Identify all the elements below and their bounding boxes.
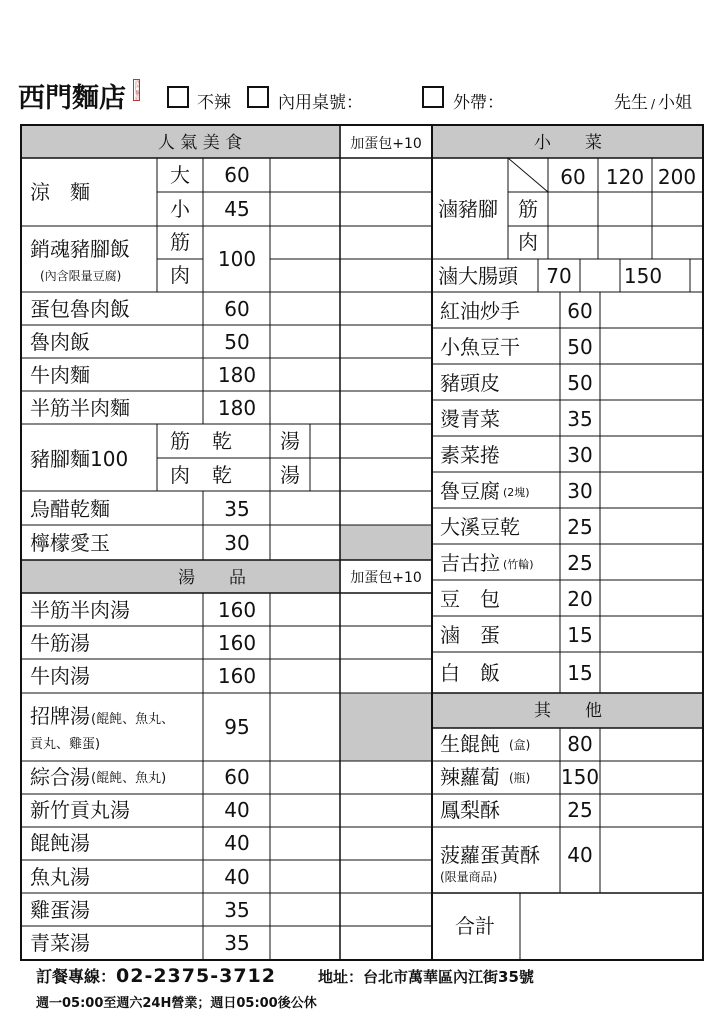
daxi-tofu-name: 大溪豆乾 [440,515,520,539]
item-price: 180 [217,396,257,420]
phone-line [36,964,276,987]
title-slash: / [651,97,656,111]
signature-soup-note-2: 貢丸、雞蛋) [30,737,101,752]
pork-noodle-meat: 肉 [170,463,190,487]
add-egg-label-2: 加蛋包+10 [350,570,422,586]
radish-note: (瓶) [509,771,531,785]
item-name: 半筋半肉麵 [30,396,130,420]
no-spicy-label: 不辣 [197,93,231,113]
side-price: 50 [567,335,593,359]
soup-header: 湯 品 [178,568,246,588]
side-price: 50 [567,371,593,395]
braised-tofu-note: (2塊) [503,486,530,499]
soup-price: 40 [224,831,250,855]
large-intestine-name: 滷大腸頭 [438,264,518,288]
item-price: 180 [217,363,257,387]
phone-label: 訂餐專線： [36,967,117,986]
braised-trotter-name: 滷豬腳 [438,197,498,221]
raw-wonton-price: 80 [567,732,593,756]
phone-number: 02-2375-3712 [116,965,276,987]
signature-soup-note-1: (餛飩、魚丸、 [91,712,175,727]
raw-wonton-name: 生餛飩 [440,732,500,756]
braised-tofu-price: 30 [567,479,593,503]
pork-noodle-name: 豬腳麵100 [30,447,129,471]
soup-name: 雞蛋湯 [30,898,90,922]
side-name: 小魚豆干 [440,335,520,359]
side-name: 豬頭皮 [440,371,500,395]
item-price: 60 [224,297,250,321]
size-header-120: 120 [605,165,645,189]
soup-name: 牛肉湯 [30,664,90,688]
pork-noodle-tendon-dry: 乾 [212,429,232,453]
large-intestine-price-1: 70 [546,264,572,288]
item-name: 魯肉飯 [30,330,90,354]
ms-label: 小姐 [658,93,693,113]
size-large: 大 [170,163,190,187]
combo-soup-name: 綜合湯 [30,765,90,789]
seal-stamp: 西門麵店 [134,80,141,100]
address-text: 台北市萬華區內江街35號 [363,968,534,986]
soup-name: 青菜湯 [30,931,90,955]
soup-name: 新竹貢丸湯 [30,798,130,822]
bean-bun-name: 豆 包 [440,587,500,611]
side-price: 60 [567,299,593,323]
xiaohun-note: (內含限量豆腐) [40,269,122,283]
signature-soup-price: 95 [224,715,250,739]
size-header-200: 200 [657,165,697,189]
header-fills [21,125,703,761]
size-header-60: 60 [560,165,586,189]
combo-soup-note: (餛飩、魚丸) [91,771,167,786]
side-name: 素菜捲 [440,443,500,467]
tempura-note: (竹輪) [503,558,534,571]
large-intestine-price-2: 150 [623,264,663,288]
soup-price: 160 [217,664,257,688]
item-name: 牛肉麵 [30,363,90,387]
add-egg-label-1: 加蛋包+10 [350,136,422,152]
tempura-price: 25 [567,551,593,575]
other-header: 其 他 [534,701,602,721]
braised-tofu-name: 魯豆腐 [440,479,500,503]
pineapple-cake-name: 鳳梨酥 [440,798,500,822]
size-small: 小 [170,197,190,221]
soup-name: 魚丸湯 [30,865,90,889]
soup-name: 餛飩湯 [30,831,90,855]
pork-noodle-tendon: 筋 [170,429,190,453]
address-label: 地址： [318,968,364,986]
item-name: 檸檬愛玉 [30,531,110,555]
bean-bun-price: 20 [567,587,593,611]
soup-price: 40 [224,865,250,889]
shop-name: 西門麵店 [18,83,126,114]
pork-noodle-tendon-soup: 湯 [280,429,300,453]
soup-name: 牛筋湯 [30,631,90,655]
pork-noodle-meat-soup: 湯 [280,463,300,487]
soup-price: 35 [224,898,250,922]
braised-trotter-meat: 肉 [518,230,538,254]
rice-price: 15 [567,661,593,685]
soup-price: 160 [217,631,257,655]
price-large: 60 [224,163,250,187]
side-price: 35 [567,407,593,431]
raw-wonton-note: (盒) [509,738,531,752]
xiaohun-price: 100 [217,247,257,271]
pastry-note: (限量商品) [440,870,498,884]
item-name: 蛋包魯肉飯 [30,297,130,321]
liang-mian-name: 涼 麵 [30,180,90,204]
pineapple-cake-price: 25 [567,798,593,822]
xiaohun-tendon: 筋 [170,230,190,254]
item-price: 35 [224,497,250,521]
xiaohun-meat: 肉 [170,263,190,287]
business-hours: 週一05:00至週六24H營業；週日05:00後公休 [36,996,317,1011]
soup-price: 40 [224,798,250,822]
braised-egg-name: 滷 蛋 [440,623,500,647]
xiaohun-name: 銷魂豬腳飯 [30,237,130,261]
item-price: 30 [224,531,250,555]
pork-noodle-meat-dry: 乾 [212,463,232,487]
mr-label: 先生 [614,93,648,113]
total-label: 合計 [455,914,495,938]
side-name: 紅油炒手 [440,299,520,323]
popular-header: 人 氣 美 食 [157,133,243,153]
item-name: 烏醋乾麵 [30,497,110,521]
soup-price: 35 [224,931,250,955]
combo-soup-price: 60 [224,765,250,789]
radish-name: 辣蘿蔔 [440,765,500,789]
daxi-tofu-price: 25 [567,515,593,539]
signature-soup-name: 招牌湯 [30,704,90,728]
address-line [318,966,534,987]
price-small: 45 [224,197,250,221]
dine-in-label: 內用桌號： [278,93,363,113]
takeout-label: 外帶： [453,93,504,113]
soup-price: 160 [217,598,257,622]
braised-trotter-tendon: 筋 [518,197,538,221]
radish-price: 150 [560,765,600,789]
pastry-name: 菠蘿蛋黃酥 [440,843,540,867]
soup-name: 半筋半肉湯 [30,598,130,622]
rice-name: 白 飯 [440,661,500,685]
tempura-name: 吉古拉 [440,551,500,575]
pastry-price: 40 [567,843,593,867]
side-name: 燙青菜 [440,407,500,431]
item-price: 50 [224,330,250,354]
braised-egg-price: 15 [567,623,593,647]
side-price: 30 [567,443,593,467]
sides-header: 小 菜 [534,133,602,153]
